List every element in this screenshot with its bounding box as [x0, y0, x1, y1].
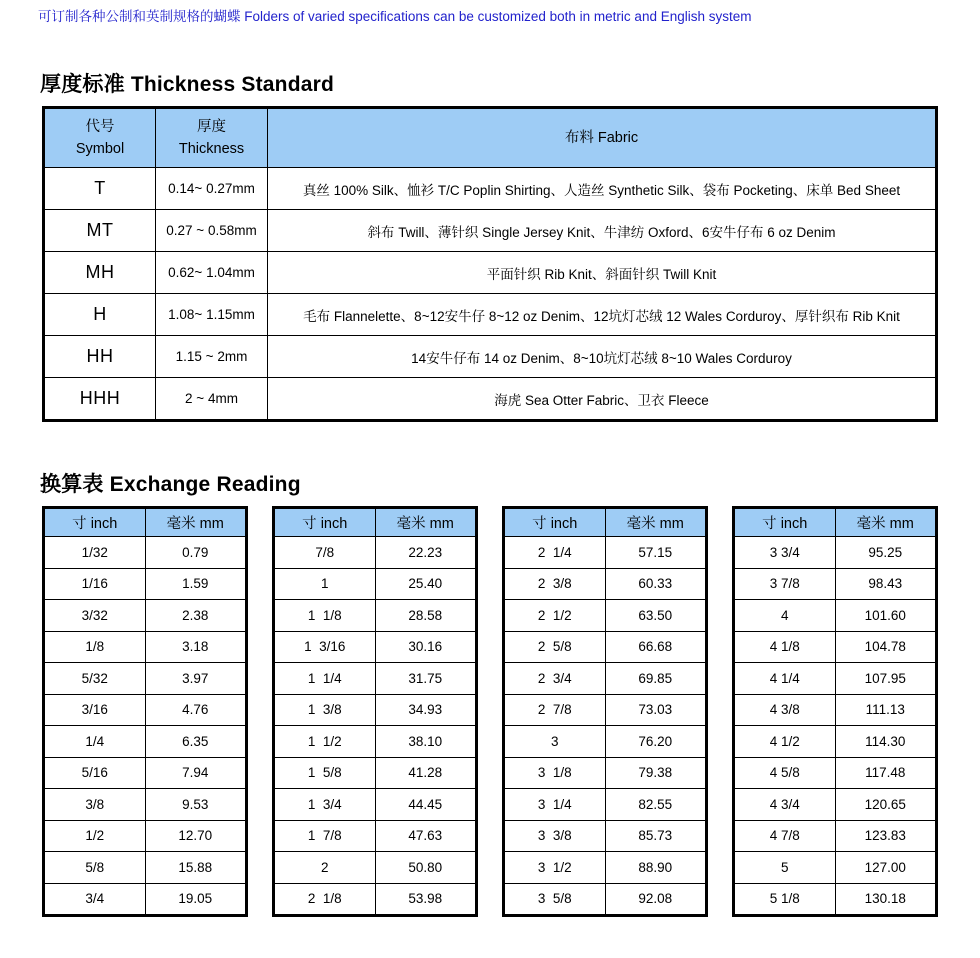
table-row	[734, 663, 937, 695]
mm-cell: 31.75	[375, 663, 477, 695]
table-row	[274, 537, 477, 569]
mm-cell: 15.88	[145, 852, 247, 884]
table-row	[44, 694, 247, 726]
mm-cell: 104.78	[835, 631, 937, 663]
inch-cell: 5/8	[44, 852, 146, 884]
symbol-cell: MT	[44, 210, 156, 252]
mm-cell: 66.68	[605, 631, 707, 663]
inch-cell: 1 3/8	[274, 694, 376, 726]
symbol-header-en: Symbol	[75, 141, 125, 157]
inch-cell: 2	[274, 852, 376, 884]
mm-column-header: 毫米 mm	[835, 508, 937, 537]
inch-cell: 3 1/4	[504, 789, 606, 821]
mm-cell: 92.08	[605, 883, 707, 916]
mm-cell: 22.23	[375, 537, 477, 569]
inch-cell: 2 1/2	[504, 600, 606, 632]
mm-cell: 41.28	[375, 757, 477, 789]
exchange-section-title: 换算表 Exchange Reading	[40, 473, 301, 496]
conversion-table-3	[502, 506, 708, 917]
mm-cell: 38.10	[375, 726, 477, 758]
table-row	[44, 663, 247, 695]
thickness-header-row	[44, 108, 937, 168]
mm-cell: 4.76	[145, 694, 247, 726]
inch-cell: 5	[734, 852, 836, 884]
mm-cell: 9.53	[145, 789, 247, 821]
table-row	[734, 568, 937, 600]
table-row	[504, 820, 707, 852]
conversion-table-4	[732, 506, 938, 917]
inch-cell: 4 3/4	[734, 789, 836, 821]
fabric-cell: 平面针织 Rib Knit、斜面针织 Twill Knit	[268, 252, 937, 294]
mm-cell: 114.30	[835, 726, 937, 758]
thickness-header-zh: 厚度	[197, 118, 226, 135]
mm-cell: 107.95	[835, 663, 937, 695]
inch-cell: 1	[274, 568, 376, 600]
table-row	[734, 820, 937, 852]
inch-column-header: 寸 inch	[504, 508, 606, 537]
table-row	[274, 883, 477, 916]
mm-cell: 6.35	[145, 726, 247, 758]
mm-cell: 73.03	[605, 694, 707, 726]
inch-cell: 5/16	[44, 757, 146, 789]
mm-cell: 85.73	[605, 820, 707, 852]
inch-cell: 7/8	[274, 537, 376, 569]
inch-cell: 1/16	[44, 568, 146, 600]
thickness-table-body	[44, 168, 937, 421]
mm-cell: 30.16	[375, 631, 477, 663]
mm-cell: 117.48	[835, 757, 937, 789]
mm-cell: 111.13	[835, 694, 937, 726]
table-row	[274, 757, 477, 789]
inch-cell: 3 7/8	[734, 568, 836, 600]
table-row	[734, 631, 937, 663]
conversion-table-1	[42, 506, 248, 917]
conversion-table-4-body	[734, 537, 937, 916]
table-row	[504, 568, 707, 600]
mm-cell: 3.97	[145, 663, 247, 695]
mm-cell: 0.79	[145, 537, 247, 569]
table-row	[734, 789, 937, 821]
thickness-section	[0, 68, 980, 422]
conversion-table-2	[272, 506, 478, 917]
inch-cell: 1/4	[44, 726, 146, 758]
inch-cell: 2 3/4	[504, 663, 606, 695]
mm-cell: 76.20	[605, 726, 707, 758]
mm-cell: 82.55	[605, 789, 707, 821]
table-row	[44, 726, 247, 758]
fabric-cell: 斜布 Twill、薄针织 Single Jersey Knit、牛津纺 Oxford、6安牛仔布 6 oz Denim	[268, 210, 937, 252]
inch-cell: 1 1/4	[274, 663, 376, 695]
inch-column-header: 寸 inch	[734, 508, 836, 537]
inch-cell: 3 1/2	[504, 852, 606, 884]
mm-cell: 63.50	[605, 600, 707, 632]
table-row	[274, 568, 477, 600]
inch-cell: 2 1/4	[504, 537, 606, 569]
symbol-cell: HH	[44, 336, 156, 378]
mm-cell: 25.40	[375, 568, 477, 600]
inch-cell: 4 7/8	[734, 820, 836, 852]
table-row	[274, 600, 477, 632]
table-row	[504, 757, 707, 789]
inch-cell: 1 3/16	[274, 631, 376, 663]
inch-cell: 1 7/8	[274, 820, 376, 852]
mm-cell: 69.85	[605, 663, 707, 695]
symbol-column-header	[44, 108, 156, 168]
table-row	[504, 852, 707, 884]
inch-cell: 2 7/8	[504, 694, 606, 726]
mm-cell: 28.58	[375, 600, 477, 632]
table-row	[44, 600, 247, 632]
table-row	[734, 883, 937, 916]
inch-cell: 4 1/2	[734, 726, 836, 758]
table-row	[504, 631, 707, 663]
mm-cell: 95.25	[835, 537, 937, 569]
table-row	[274, 694, 477, 726]
table-row	[274, 789, 477, 821]
mm-cell: 98.43	[835, 568, 937, 600]
conversion-header-row	[274, 508, 477, 537]
mm-cell: 7.94	[145, 757, 247, 789]
table-row	[504, 726, 707, 758]
thickness-cell: 2 ~ 4mm	[156, 378, 268, 421]
conversion-table-1-body	[44, 537, 247, 916]
thickness-cell: 1.15 ~ 2mm	[156, 336, 268, 378]
mm-cell: 57.15	[605, 537, 707, 569]
thickness-cell: 0.27 ~ 0.58mm	[156, 210, 268, 252]
inch-cell: 2 1/8	[274, 883, 376, 916]
page	[0, 5, 980, 917]
inch-cell: 1/2	[44, 820, 146, 852]
fabric-cell: 14安牛仔布 14 oz Denim、8~10坑灯芯绒 8~10 Wales Corduroy	[268, 336, 937, 378]
fabric-cell: 真丝 100% Silk、恤衫 T/C Poplin Shirting、人造丝 Synthetic Silk、袋布 Pocketing、床单 Bed Sheet	[268, 168, 937, 210]
inch-cell: 3/8	[44, 789, 146, 821]
table-row	[44, 852, 247, 884]
table-row	[44, 294, 937, 336]
table-row	[44, 757, 247, 789]
symbol-cell: T	[44, 168, 156, 210]
inch-cell: 2 3/8	[504, 568, 606, 600]
inch-cell: 3 3/4	[734, 537, 836, 569]
mm-cell: 101.60	[835, 600, 937, 632]
inch-cell: 4 1/4	[734, 663, 836, 695]
inch-cell: 3 1/8	[504, 757, 606, 789]
mm-column-header: 毫米 mm	[145, 508, 247, 537]
table-row	[44, 789, 247, 821]
conversion-header-row	[44, 508, 247, 537]
inch-cell: 1 5/8	[274, 757, 376, 789]
table-row	[44, 631, 247, 663]
inch-cell: 3 3/8	[504, 820, 606, 852]
table-row	[504, 789, 707, 821]
table-row	[274, 631, 477, 663]
table-row	[734, 726, 937, 758]
table-row	[274, 663, 477, 695]
mm-cell: 2.38	[145, 600, 247, 632]
thickness-cell: 0.14~ 0.27mm	[156, 168, 268, 210]
table-row	[44, 336, 937, 378]
inch-column-header: 寸 inch	[274, 508, 376, 537]
inch-cell: 3/4	[44, 883, 146, 916]
mm-cell: 130.18	[835, 883, 937, 916]
thickness-section-title: 厚度标准 Thickness Standard	[40, 73, 334, 96]
thickness-header-en: Thickness	[178, 141, 245, 157]
table-row	[734, 537, 937, 569]
thickness-cell: 1.08~ 1.15mm	[156, 294, 268, 336]
table-row	[44, 378, 937, 421]
fabric-cell: 海虎 Sea Otter Fabric、卫衣 Fleece	[268, 378, 937, 421]
conversion-tables	[42, 506, 980, 917]
table-row	[504, 663, 707, 695]
inch-cell: 1 1/2	[274, 726, 376, 758]
inch-cell: 3	[504, 726, 606, 758]
thickness-table	[42, 106, 938, 422]
symbol-cell: HHH	[44, 378, 156, 421]
inch-cell: 5 1/8	[734, 883, 836, 916]
inch-cell: 1 3/4	[274, 789, 376, 821]
table-row	[734, 852, 937, 884]
inch-cell: 3/32	[44, 600, 146, 632]
fabric-column-header: 布料 Fabric	[268, 108, 937, 168]
mm-cell: 79.38	[605, 757, 707, 789]
table-row	[44, 252, 937, 294]
mm-cell: 120.65	[835, 789, 937, 821]
table-row	[274, 852, 477, 884]
mm-cell: 50.80	[375, 852, 477, 884]
inch-cell: 4 5/8	[734, 757, 836, 789]
mm-cell: 123.83	[835, 820, 937, 852]
symbol-header-zh: 代号	[85, 118, 115, 135]
table-row	[44, 210, 937, 252]
inch-cell: 4 3/8	[734, 694, 836, 726]
mm-cell: 88.90	[605, 852, 707, 884]
mm-cell: 34.93	[375, 694, 477, 726]
inch-cell: 3 5/8	[504, 883, 606, 916]
mm-cell: 127.00	[835, 852, 937, 884]
table-row	[504, 537, 707, 569]
mm-cell: 53.98	[375, 883, 477, 916]
mm-column-header: 毫米 mm	[375, 508, 477, 537]
mm-cell: 19.05	[145, 883, 247, 916]
thickness-column-header	[156, 108, 268, 168]
inch-cell: 2 5/8	[504, 631, 606, 663]
mm-cell: 60.33	[605, 568, 707, 600]
mm-cell: 3.18	[145, 631, 247, 663]
table-row	[504, 883, 707, 916]
table-row	[504, 694, 707, 726]
table-row	[504, 600, 707, 632]
mm-column-header: 毫米 mm	[605, 508, 707, 537]
symbol-cell: H	[44, 294, 156, 336]
table-row	[274, 820, 477, 852]
table-row	[274, 726, 477, 758]
table-row	[44, 820, 247, 852]
inch-column-header: 寸 inch	[44, 508, 146, 537]
mm-cell: 47.63	[375, 820, 477, 852]
exchange-section	[0, 468, 980, 917]
thickness-cell: 0.62~ 1.04mm	[156, 252, 268, 294]
mm-cell: 12.70	[145, 820, 247, 852]
inch-cell: 4 1/8	[734, 631, 836, 663]
table-row	[734, 694, 937, 726]
top-note: 可订制各种公制和英制规格的蝴蝶 Folders of varied specifications can be customized both in metric and English system	[38, 9, 752, 24]
conversion-header-row	[734, 508, 937, 537]
inch-cell: 1/8	[44, 631, 146, 663]
inch-cell: 1/32	[44, 537, 146, 569]
conversion-table-2-body	[274, 537, 477, 916]
conversion-header-row	[504, 508, 707, 537]
inch-cell: 5/32	[44, 663, 146, 695]
inch-cell: 4	[734, 600, 836, 632]
table-row	[734, 600, 937, 632]
table-row	[44, 537, 247, 569]
mm-cell: 1.59	[145, 568, 247, 600]
table-row	[44, 568, 247, 600]
fabric-cell: 毛布 Flannelette、8~12安牛仔 8~12 oz Denim、12坑灯芯绒 12 Wales Corduroy、厚针织布 Rib Knit	[268, 294, 937, 336]
mm-cell: 44.45	[375, 789, 477, 821]
table-row	[44, 883, 247, 916]
table-row	[734, 757, 937, 789]
inch-cell: 3/16	[44, 694, 146, 726]
symbol-cell: MH	[44, 252, 156, 294]
table-row	[44, 168, 937, 210]
conversion-table-3-body	[504, 537, 707, 916]
inch-cell: 1 1/8	[274, 600, 376, 632]
